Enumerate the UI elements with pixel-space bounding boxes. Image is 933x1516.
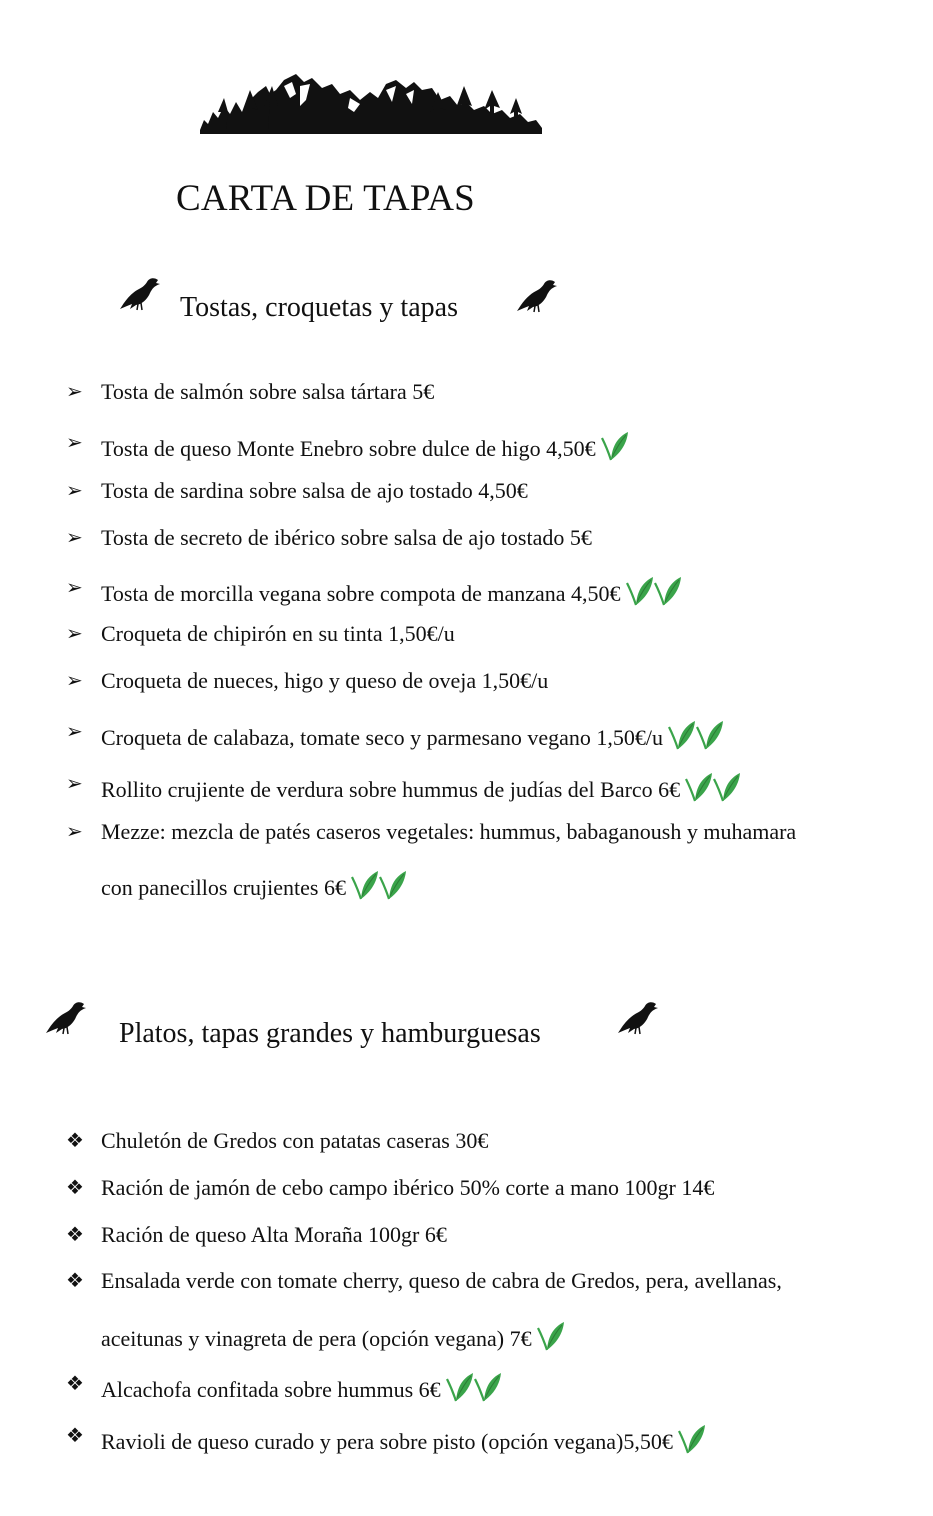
list-item xyxy=(101,771,742,803)
list-item xyxy=(101,1268,782,1294)
list-item-text: Rollito crujiente de verdura sobre hummus de judías del Barco 6€ xyxy=(101,777,681,802)
list-item xyxy=(101,430,630,462)
arrow-bullet: ➢ xyxy=(66,577,83,599)
list-item-text: Tosta de salmón sobre salsa tártara 5€ xyxy=(101,379,435,404)
list-item-text: con panecillos crujientes 6€ xyxy=(101,875,346,900)
list-item-text: Croqueta de chipirón en su tinta 1,50€/u xyxy=(101,621,455,646)
list-item xyxy=(101,525,592,551)
arrow-bullet: ➢ xyxy=(66,381,83,403)
list-item-text: Alcachofa confitada sobre hummus 6€ xyxy=(101,1377,441,1402)
bird-icon xyxy=(44,1000,88,1036)
page-title: CARTA DE TAPAS xyxy=(176,178,475,219)
list-item xyxy=(101,719,725,751)
list-item-text: Chuletón de Gredos con patatas caseras 30€ xyxy=(101,1128,489,1153)
bird-icon xyxy=(515,278,559,314)
vegan-leaf-icon xyxy=(600,430,630,462)
list-item-text: Ración de jamón de cebo campo ibérico 50% corte a mano 100gr 14€ xyxy=(101,1175,715,1200)
diamond-bullet: ❖ xyxy=(66,1130,84,1152)
vegan-leaf-icon xyxy=(667,719,725,751)
section-title-platos: Platos, tapas grandes y hamburguesas xyxy=(119,1018,541,1049)
arrow-bullet: ➢ xyxy=(66,721,83,743)
list-item-text: Mezze: mezcla de patés caseros vegetales: hummus, babaganoush y muhamara xyxy=(101,819,797,844)
diamond-bullet: ❖ xyxy=(66,1425,84,1447)
list-item-text: Croqueta de nueces, higo y queso de oveja 1,50€/u xyxy=(101,668,549,693)
list-item xyxy=(101,621,455,647)
list-item xyxy=(101,1423,707,1455)
bird-icon xyxy=(118,276,162,312)
diamond-bullet: ❖ xyxy=(66,1177,84,1199)
list-item xyxy=(101,869,408,901)
list-item xyxy=(101,1222,447,1248)
diamond-bullet: ❖ xyxy=(66,1270,84,1292)
list-item xyxy=(101,668,548,694)
mountains-forest-icon xyxy=(200,72,542,134)
diamond-bullet: ❖ xyxy=(66,1373,84,1395)
list-item-text: Tosta de secreto de ibérico sobre salsa de ajo tostado 5€ xyxy=(101,525,592,550)
list-item xyxy=(101,379,434,405)
arrow-bullet: ➢ xyxy=(66,480,83,502)
list-item-text: Ensalada verde con tomate cherry, queso de cabra de Gredos, pera, avellanas, xyxy=(101,1268,782,1293)
diamond-bullet: ❖ xyxy=(66,1224,84,1246)
vegan-leaf-icon xyxy=(445,1371,503,1403)
vegan-leaf-icon xyxy=(350,869,408,901)
vegan-leaf-icon xyxy=(625,575,683,607)
list-item-text: Tosta de sardina sobre salsa de ajo tostado 4,50€ xyxy=(101,478,528,503)
vegan-leaf-icon xyxy=(684,771,742,803)
list-item xyxy=(101,1128,488,1154)
list-item xyxy=(101,478,528,504)
list-item-text: Tosta de queso Monte Enebro sobre dulce de higo 4,50€ xyxy=(101,436,596,461)
list-item-text: Ravioli de queso curado y pera sobre pisto (opción vegana)5,50€ xyxy=(101,1429,673,1454)
vegan-leaf-icon xyxy=(536,1320,566,1352)
arrow-bullet: ➢ xyxy=(66,527,83,549)
list-item xyxy=(101,575,683,607)
list-item-text: Ración de queso Alta Moraña 100gr 6€ xyxy=(101,1222,447,1247)
list-item xyxy=(101,819,796,845)
arrow-bullet: ➢ xyxy=(66,432,83,454)
section-title-tostas: Tostas, croquetas y tapas xyxy=(180,292,458,323)
list-item-text: Croqueta de calabaza, tomate seco y parmesano vegano 1,50€/u xyxy=(101,725,663,750)
list-item xyxy=(101,1175,714,1201)
arrow-bullet: ➢ xyxy=(66,821,83,843)
vegan-leaf-icon xyxy=(677,1423,707,1455)
list-item-text: Tosta de morcilla vegana sobre compota de manzana 4,50€ xyxy=(101,581,621,606)
arrow-bullet: ➢ xyxy=(66,773,83,795)
arrow-bullet: ➢ xyxy=(66,623,83,645)
list-item xyxy=(101,1320,566,1352)
list-item-text: aceitunas y vinagreta de pera (opción vegana) 7€ xyxy=(101,1326,532,1351)
bird-icon xyxy=(616,1000,660,1036)
arrow-bullet: ➢ xyxy=(66,670,83,692)
list-item xyxy=(101,1371,503,1403)
